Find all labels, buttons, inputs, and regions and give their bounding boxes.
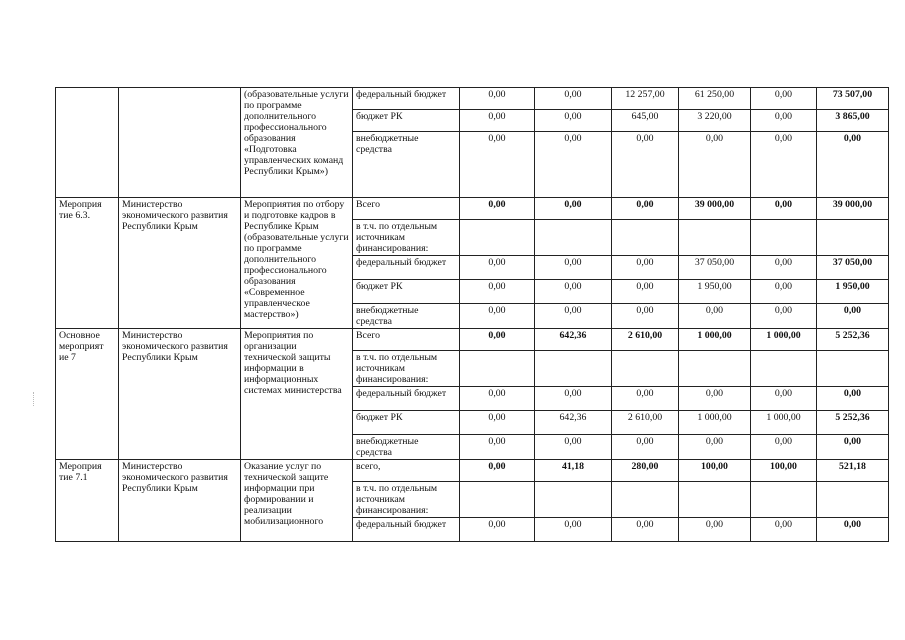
amount-cell: 100,00 [679, 460, 751, 482]
amount-cell [612, 482, 679, 518]
activity-code-cell: Основное мероприят ие 7 [56, 329, 119, 460]
funding-source-cell: бюджет РК [353, 411, 460, 435]
amount-cell: 61 250,00 [679, 88, 751, 110]
amount-cell: 0,00 [612, 387, 679, 411]
funding-source-cell: всего, [353, 460, 460, 482]
amount-cell: 0,00 [535, 256, 612, 280]
activity-description-cell: (образовательные услуги по программе дополнительного профессионального образования «Подготовка управленческих команд Республики Крым») [241, 88, 353, 198]
executor-cell: Министерство экономического развития Республики Крым [119, 460, 241, 542]
amount-cell: 0,00 [679, 387, 751, 411]
amount-cell: 0,00 [535, 88, 612, 110]
amount-cell: 0,00 [535, 280, 612, 304]
total-cell: 0,00 [817, 304, 889, 329]
total-cell: 521,18 [817, 460, 889, 482]
total-cell: 0,00 [817, 435, 889, 460]
amount-cell: 280,00 [612, 460, 679, 482]
amount-cell: 0,00 [535, 387, 612, 411]
amount-cell: 37 050,00 [679, 256, 751, 280]
amount-cell: 642,36 [535, 329, 612, 351]
table-row [56, 329, 889, 351]
amount-cell: 0,00 [535, 435, 612, 460]
amount-cell [460, 482, 535, 518]
amount-cell: 0,00 [535, 132, 612, 198]
amount-cell: 0,00 [460, 411, 535, 435]
amount-cell: 642,36 [535, 411, 612, 435]
funding-source-cell: в т.ч. по отдельным источникам финансирования: [353, 351, 460, 387]
total-cell: 3 865,00 [817, 110, 889, 132]
amount-cell: 0,00 [460, 387, 535, 411]
amount-cell: 0,00 [612, 132, 679, 198]
funding-source-cell: бюджет РК [353, 280, 460, 304]
funding-source-cell: внебюджетные средства [353, 132, 460, 198]
activity-description-cell: Оказание услуг по технической защите информации при формировании и реализации мобилизационного [241, 460, 353, 542]
funding-source-cell: в т.ч. по отдельным источникам финансирования: [353, 482, 460, 518]
amount-cell [751, 482, 817, 518]
amount-cell [535, 220, 612, 256]
table-row [56, 198, 889, 220]
amount-cell: 0,00 [460, 435, 535, 460]
amount-cell: 645,00 [612, 110, 679, 132]
activity-description-cell: Мероприятия по отбору и подготовке кадров в Республике Крым (образовательные услуги по программе дополнительного профессионального образования «Современное управленческое мастерство») [241, 198, 353, 329]
total-cell: 37 050,00 [817, 256, 889, 280]
funding-source-cell: федеральный бюджет [353, 518, 460, 542]
funding-source-cell: федеральный бюджет [353, 256, 460, 280]
funding-source-cell: в т.ч. по отдельным источникам финансирования: [353, 220, 460, 256]
total-cell: 39 000,00 [817, 198, 889, 220]
amount-cell: 0,00 [751, 304, 817, 329]
scan-artifact [33, 392, 37, 406]
amount-cell: 0,00 [612, 256, 679, 280]
executor-cell: Министерство экономического развития Республики Крым [119, 329, 241, 460]
amount-cell: 1 000,00 [679, 329, 751, 351]
table-row [56, 460, 889, 482]
amount-cell [612, 220, 679, 256]
funding-source-cell: бюджет РК [353, 110, 460, 132]
amount-cell [751, 220, 817, 256]
activity-code-cell: Мероприя тие 7.1 [56, 460, 119, 542]
amount-cell [679, 351, 751, 387]
activity-description-cell: Мероприятия по организации технической защиты информации в информационных системах министерства [241, 329, 353, 460]
amount-cell: 0,00 [751, 518, 817, 542]
activity-code-cell [56, 88, 119, 198]
funding-source-cell: Всего [353, 198, 460, 220]
amount-cell [460, 220, 535, 256]
amount-cell: 39 000,00 [679, 198, 751, 220]
amount-cell: 0,00 [460, 198, 535, 220]
amount-cell: 0,00 [460, 280, 535, 304]
amount-cell: 1 000,00 [751, 411, 817, 435]
amount-cell: 0,00 [679, 518, 751, 542]
amount-cell: 0,00 [612, 280, 679, 304]
amount-cell: 3 220,00 [679, 110, 751, 132]
amount-cell: 0,00 [751, 280, 817, 304]
amount-cell: 0,00 [751, 387, 817, 411]
amount-cell: 1 950,00 [679, 280, 751, 304]
amount-cell: 0,00 [535, 110, 612, 132]
amount-cell: 0,00 [460, 110, 535, 132]
amount-cell: 0,00 [460, 132, 535, 198]
amount-cell: 0,00 [612, 198, 679, 220]
amount-cell: 0,00 [751, 110, 817, 132]
amount-cell: 0,00 [460, 304, 535, 329]
amount-cell: 0,00 [535, 198, 612, 220]
amount-cell [612, 351, 679, 387]
amount-cell: 0,00 [535, 518, 612, 542]
amount-cell [679, 482, 751, 518]
amount-cell: 0,00 [460, 329, 535, 351]
amount-cell [751, 351, 817, 387]
amount-cell: 0,00 [751, 88, 817, 110]
funding-source-cell: внебюджетные средства [353, 435, 460, 460]
amount-cell: 0,00 [751, 132, 817, 198]
total-cell: 0,00 [817, 518, 889, 542]
amount-cell: 0,00 [460, 460, 535, 482]
amount-cell: 0,00 [612, 435, 679, 460]
amount-cell: 1 000,00 [679, 411, 751, 435]
total-cell: 0,00 [817, 387, 889, 411]
funding-table [55, 87, 889, 542]
total-cell: 73 507,00 [817, 88, 889, 110]
amount-cell: 0,00 [612, 518, 679, 542]
total-cell: 5 252,36 [817, 411, 889, 435]
amount-cell [679, 220, 751, 256]
amount-cell: 100,00 [751, 460, 817, 482]
amount-cell: 41,18 [535, 460, 612, 482]
amount-cell: 0,00 [460, 88, 535, 110]
amount-cell: 0,00 [751, 198, 817, 220]
amount-cell: 0,00 [679, 435, 751, 460]
amount-cell: 0,00 [460, 518, 535, 542]
amount-cell: 2 610,00 [612, 329, 679, 351]
funding-source-cell: федеральный бюджет [353, 88, 460, 110]
amount-cell: 0,00 [751, 435, 817, 460]
total-cell: 0,00 [817, 132, 889, 198]
amount-cell: 0,00 [460, 256, 535, 280]
total-cell [817, 482, 889, 518]
total-cell: 1 950,00 [817, 280, 889, 304]
amount-cell: 0,00 [751, 256, 817, 280]
funding-source-cell: Всего [353, 329, 460, 351]
funding-source-cell: федеральный бюджет [353, 387, 460, 411]
amount-cell: 0,00 [535, 304, 612, 329]
executor-cell: Министерство экономического развития Республики Крым [119, 198, 241, 329]
table-row [56, 88, 889, 110]
total-cell [817, 351, 889, 387]
amount-cell [535, 351, 612, 387]
executor-cell [119, 88, 241, 198]
funding-source-cell: внебюджетные средства [353, 304, 460, 329]
amount-cell: 12 257,00 [612, 88, 679, 110]
amount-cell: 2 610,00 [612, 411, 679, 435]
total-cell: 5 252,36 [817, 329, 889, 351]
amount-cell [535, 482, 612, 518]
amount-cell: 0,00 [679, 132, 751, 198]
amount-cell: 1 000,00 [751, 329, 817, 351]
amount-cell: 0,00 [612, 304, 679, 329]
amount-cell [460, 351, 535, 387]
total-cell [817, 220, 889, 256]
amount-cell: 0,00 [679, 304, 751, 329]
activity-code-cell: Мероприя тие 6.3. [56, 198, 119, 329]
